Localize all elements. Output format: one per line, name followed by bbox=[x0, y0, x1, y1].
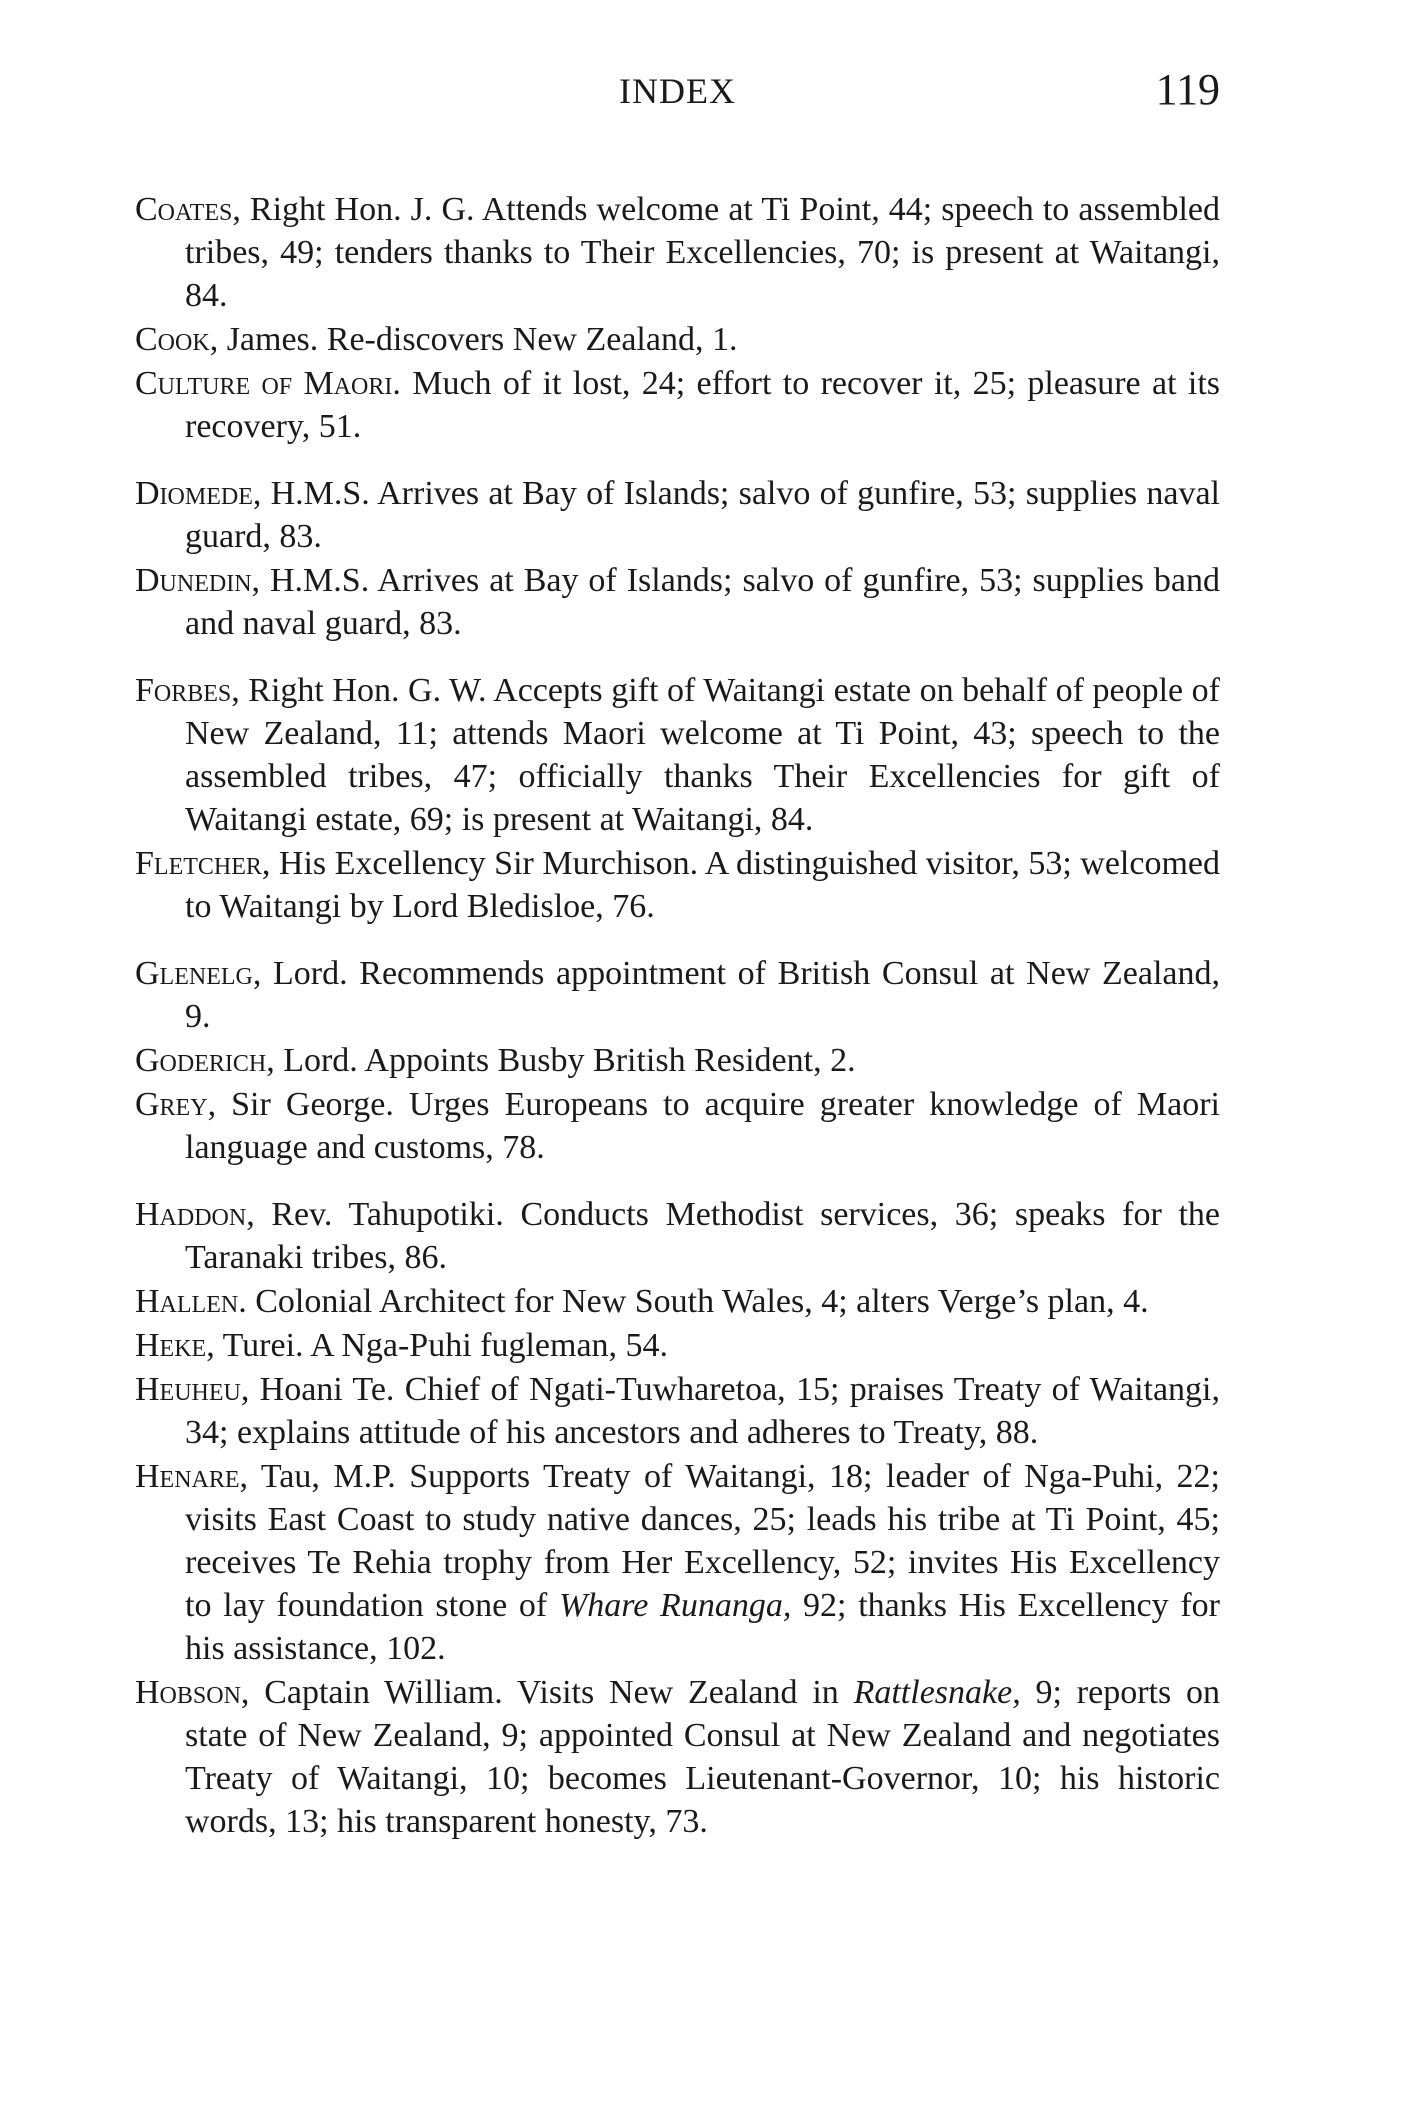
index-entry-heuheu bbox=[135, 1368, 1220, 1454]
index-entry-diomede bbox=[135, 472, 1220, 558]
index-entry-goderich bbox=[135, 1039, 1220, 1082]
entry-italic-title: Whare Runanga, bbox=[558, 1587, 792, 1624]
entry-text: , Turei. A Nga-Puhi fugleman, 54. bbox=[206, 1327, 669, 1364]
entry-text: , Lord. Recommends appointment of British Consul at New Zealand, 9. bbox=[185, 955, 1220, 1035]
index-entry-forbes bbox=[135, 669, 1220, 841]
entry-heading: Heuheu bbox=[135, 1371, 241, 1408]
entry-text: . Much of it lost, 24; effort to recover it, 25; pleasure at its recovery, 51. bbox=[185, 365, 1220, 445]
entry-text: , Rev. Tahupotiki. Conducts Methodist services, 36; speaks for the Taranaki tribes, 86. bbox=[185, 1196, 1220, 1276]
entry-text-continued: 92; thanks His Excellency for his assistance, 102. bbox=[185, 1587, 1221, 1667]
entry-text: , Tau, M.P. Supports Treaty of Waitangi, 18; leader of Nga-Puhi, 22; visits East Coast to study native dances, 25; leads his tribe at Ti Point, 45; receives Te Rehia trophy from Her Excellency, 52; invites His Excellency to lay foundation stone of bbox=[185, 1458, 1220, 1624]
page-header bbox=[135, 65, 1220, 140]
entry-heading: Grey bbox=[135, 1086, 208, 1123]
entry-heading: Glenelg bbox=[135, 955, 253, 992]
entry-text: , Right Hon. G. W. Accepts gift of Waitangi estate on behalf of people of New Zealand, 11; attends Maori welcome at Ti Point, 43; speech to the assembled tribes, 47; officially thanks Their Excellencies for gift of Waitangi estate, 69; is present at Waitangi, 84. bbox=[185, 672, 1220, 838]
entry-heading: Forbes bbox=[135, 672, 232, 709]
entry-heading: Haddon bbox=[135, 1196, 247, 1233]
entry-heading: Henare bbox=[135, 1458, 240, 1495]
index-entry-coates bbox=[135, 188, 1220, 317]
index-entry-grey bbox=[135, 1083, 1220, 1169]
entry-heading: Coates bbox=[135, 191, 233, 228]
index-entry-henare bbox=[135, 1455, 1220, 1670]
entry-heading: Culture of Maori bbox=[135, 365, 393, 402]
entry-heading: Hallen bbox=[135, 1283, 239, 1320]
entry-text: , His Excellency Sir Murchison. A distinguished visitor, 53; welcomed to Waitangi by Lord Bledisloe, 76. bbox=[185, 845, 1220, 925]
entry-text-continued: 9; reports on state of New Zealand, 9; appointed Consul at New Zealand and negotiates Treaty of Waitangi, 10; becomes Lieutenant-Governor, 10; his historic words, 13; his transparent honesty, 73. bbox=[185, 1674, 1221, 1840]
entry-text: , Lord. Appoints Busby British Resident, 2. bbox=[266, 1042, 856, 1079]
running-title: INDEX bbox=[619, 71, 736, 111]
index-entry-heke bbox=[135, 1324, 1220, 1367]
index-entry-glenelg bbox=[135, 952, 1220, 1038]
index-entry-cook bbox=[135, 318, 1220, 361]
entry-heading: Fletcher bbox=[135, 845, 262, 882]
entry-text: , James. Re-discovers New Zealand, 1. bbox=[209, 321, 738, 358]
index-page bbox=[135, 65, 1221, 1844]
entry-text: , Sir George. Urges Europeans to acquire greater knowledge of Maori language and customs, 78. bbox=[185, 1086, 1220, 1166]
entry-text: . Colonial Architect for New South Wales, 4; alters Verge’s plan, 4. bbox=[238, 1283, 1149, 1320]
entry-text: , Hoani Te. Chief of Ngati-Tuwharetoa, 15; praises Treaty of Waitangi, 34; explains attitude of his ancestors and adheres to Treaty, 88. bbox=[185, 1371, 1220, 1451]
entry-heading: Diomede bbox=[135, 475, 253, 512]
entry-heading: Hobson bbox=[135, 1674, 241, 1711]
index-entry-dunedin bbox=[135, 559, 1220, 645]
entry-heading: Heke bbox=[135, 1327, 207, 1364]
index-entry-fletcher bbox=[135, 842, 1220, 928]
entry-heading: Cook bbox=[135, 321, 210, 358]
entry-italic-title: Rattlesnake, bbox=[853, 1674, 1021, 1711]
entry-heading: Goderich bbox=[135, 1042, 267, 1079]
page-number: 119 bbox=[1155, 65, 1220, 114]
entry-text: , Captain William. Visits New Zealand in bbox=[240, 1674, 854, 1711]
entry-heading: Dunedin bbox=[135, 562, 252, 599]
index-entry-hobson bbox=[135, 1671, 1220, 1843]
entry-text: , H.M.S. Arrives at Bay of Islands; salvo of gunfire, 53; supplies naval guard, 83. bbox=[185, 475, 1220, 555]
index-entry-hallen bbox=[135, 1280, 1220, 1323]
index-entry-haddon bbox=[135, 1193, 1220, 1279]
entry-text: , Right Hon. J. G. Attends welcome at Ti Point, 44; speech to assembled tribes, 49; tenders thanks to Their Excellencies, 70; is present at Waitangi, 84. bbox=[185, 191, 1220, 314]
entry-text: , H.M.S. Arrives at Bay of Islands; salvo of gunfire, 53; supplies band and naval guard, 83. bbox=[185, 562, 1220, 642]
index-entry-culture-of-maori bbox=[135, 362, 1220, 448]
